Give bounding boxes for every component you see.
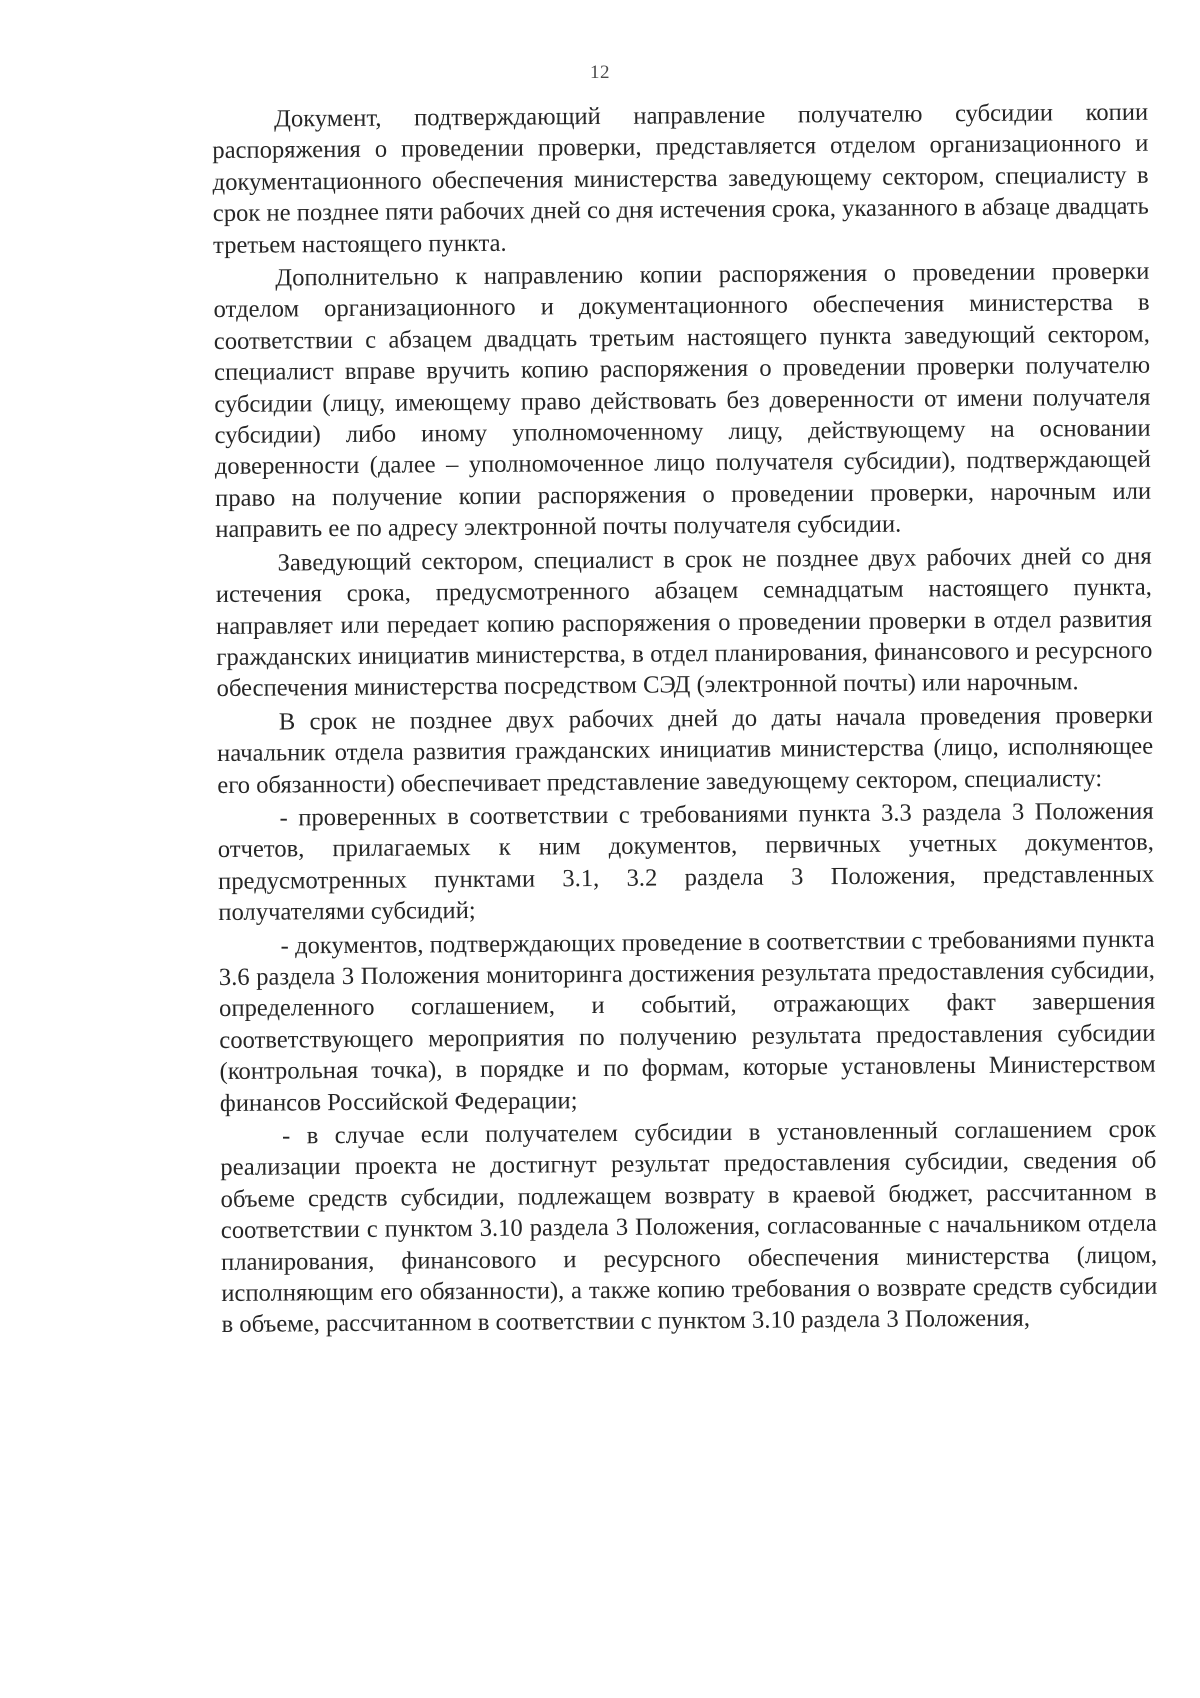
paragraph-handing-copy: Дополнительно к направлению копии распоряжения о проведении проверки отделом организационного и документационного обеспечения министерства в соответствии с абзацем двадцать третьим настоящего пункта заведующий сектором, специалист вправе вручить копию распоряжения о проведении проверки получателю субсидии (лицу, имеющему право действовать без доверенности от имени получателя субсидии) либо иному уполномоченному лицу, действующему на основании доверенности (далее – уполномоченное лицо получателя субсидии), подтверждающей право на получение копии распоряжения о проведении проверки, нарочным или направить ее по адресу электронной почты получателя субсидии. [213, 257, 1152, 544]
paragraph-forwarding-copy: Заведующий сектором, специалист в срок не позднее двух рабочих дней со дня истечения срока, предусмотренного абзацем семнадцатым настоящего пункта, направляет или передает копию распоряжения о проведении проверки в отдел развития гражданских инициатив министерства, в отдел планирования, финансового и ресурсного обеспечения министерства посредством СЭД (электронной почты) или нарочным. [215, 542, 1153, 703]
page-number: 12 [590, 62, 610, 83]
document-body [212, 97, 1158, 1343]
paragraph-documents-provision: В срок не позднее двух рабочих дней до даты начала проведения проверки начальник отдела развития гражданских инициатив министерства (лицо, исполняющее его обязанности) обеспечивает представление заведующему сектором, специалисту: [216, 701, 1154, 799]
list-item-reports: - проверенных в соответствии с требованиями пункта 3.3 раздела 3 Положения отчетов, прилагаемых к ним документов, первичных учетных документов, предусмотренных пунктами 3.1, 3.2 раздела 3 Положения, представленных получателями субсидий; [217, 797, 1155, 927]
list-item-monitoring-documents: - документов, подтверждающих проведение в соответствии с требованиями пункта 3.6 раздела 3 Положения мониторинга достижения результата предоставления субсидии, определенного соглашением, и событий, отражающих факт завершения соответствующего мероприятия по получению результата предоставления субсидии (контрольная точка), в порядке и по формам, которые установлены Министерством финансов Российской Федерации; [218, 925, 1156, 1117]
list-item-refund-information: - в случае если получателем субсидии в установленный соглашением срок реализации проекта не достигнут результат предоставления субсидии, сведения об объеме средств субсидии, подлежащем возврату в краевой бюджет, рассчитанном в соответствии с пунктом 3.10 раздела 3 Положения, согласованные с начальником отдела планирования, финансового и ресурсного обеспечения министерства (лицом, исполняющим его обязанности), а также копию требования о возврате средств субсидии в объеме, рассчитанном в соответствии с пунктом 3.10 раздела 3 Положения, [220, 1115, 1158, 1339]
paragraph-direction-document: Документ, подтверждающий направление получателю субсидии копии распоряжения о проведении проверки, представляется отделом организационного и документационного обеспечения министерства заведующему сектором, специалисту в срок не позднее пяти рабочих дней со дня истечения срока, указанного в абзаце двадцать третьем настоящего пункта. [212, 98, 1149, 259]
